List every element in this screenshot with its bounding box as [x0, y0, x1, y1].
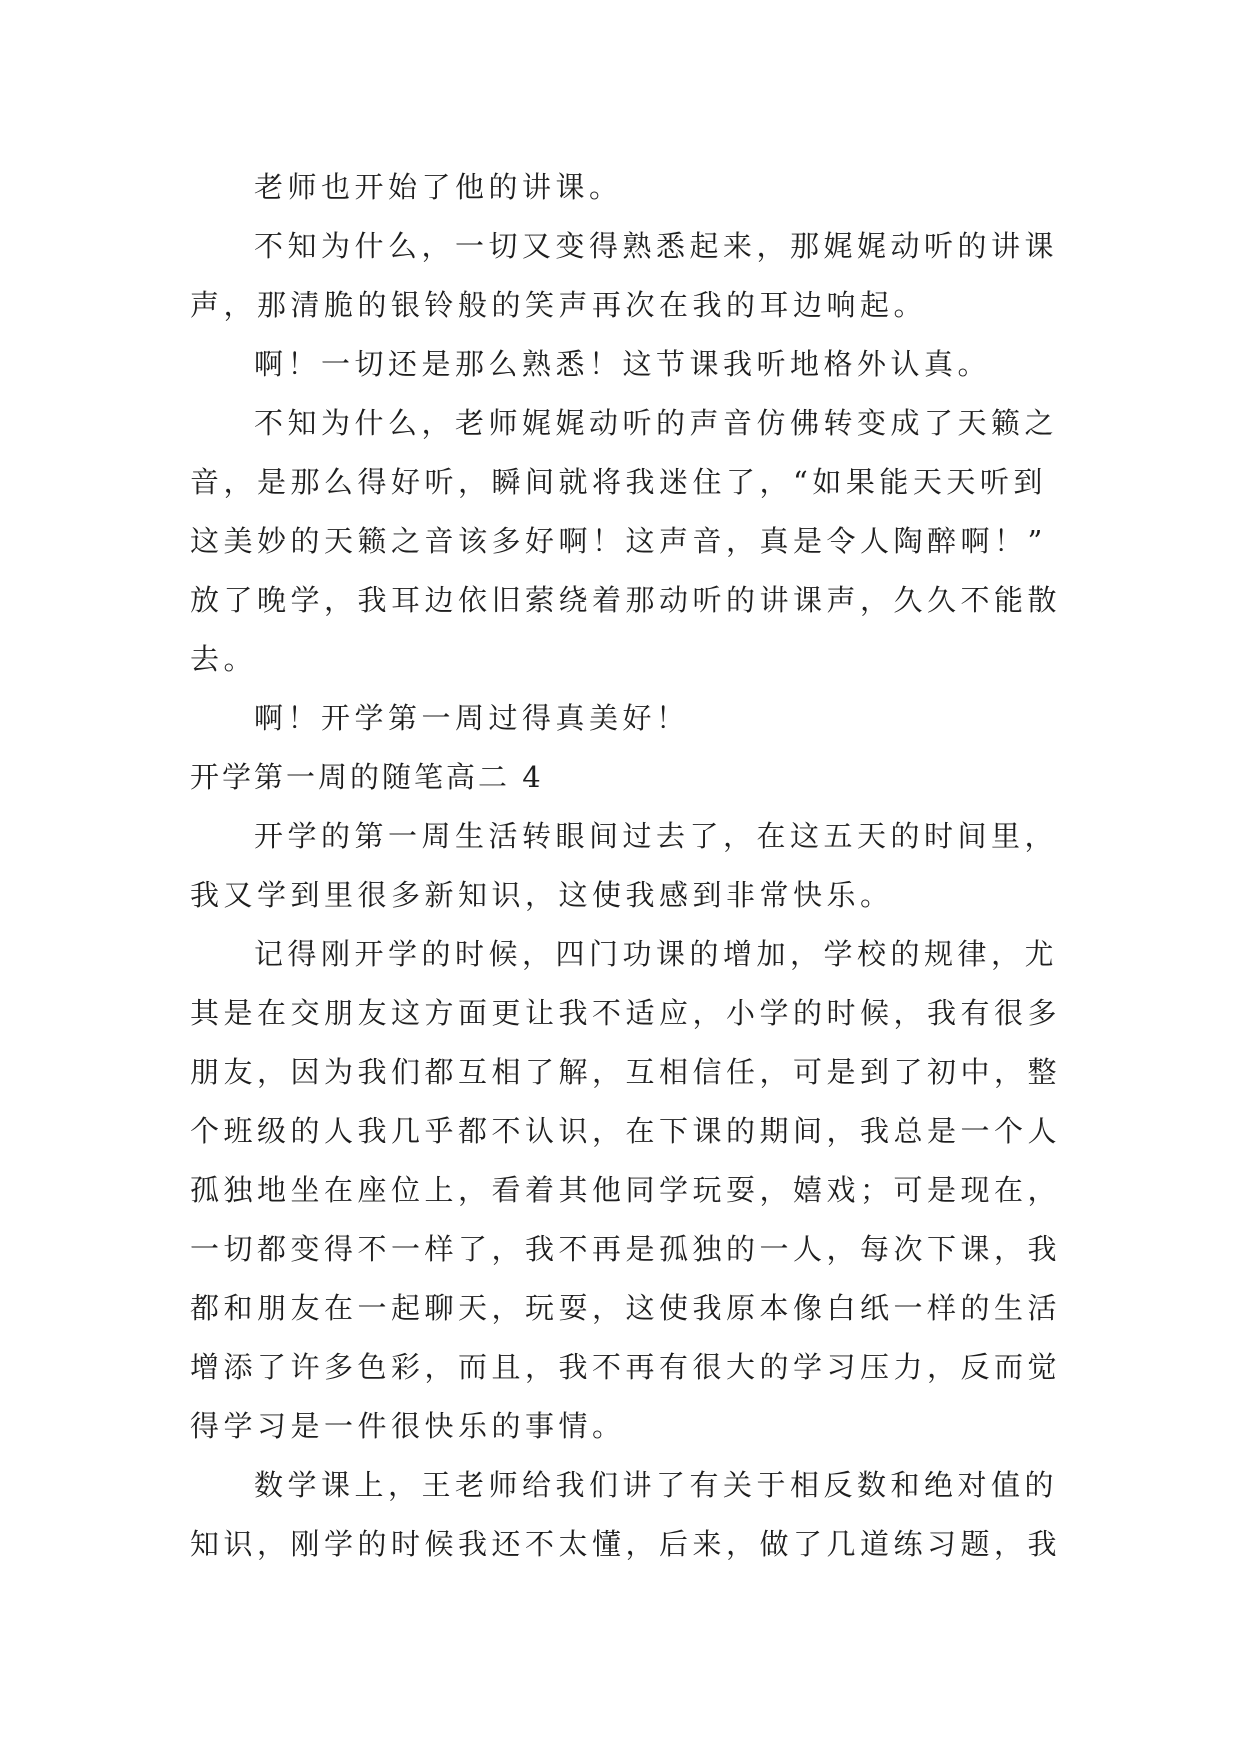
text-line: 数学课上，王老师给我们讲了有关于相反数和绝对值的	[254, 1468, 1059, 1502]
text-line: 啊！一切还是那么熟悉！这节课我听地格外认真。	[254, 347, 992, 381]
text-line: 都和朋友在一起聊天，玩耍，这使我原本像白纸一样的生活	[190, 1291, 1062, 1325]
text-line: 其是在交朋友这方面更让我不适应，小学的时候，我有很多	[190, 996, 1062, 1030]
text-line: 不知为什么，老师娓娓动听的声音仿佛转变成了天籁之	[254, 406, 1059, 440]
paragraph	[190, 335, 1056, 394]
text-line: 一切都变得不一样了，我不再是孤独的一人，每次下课，我	[190, 1232, 1062, 1266]
text-line: 这美妙的天籁之音该多好啊！这声音，真是令人陶醉啊！”	[190, 524, 1047, 558]
text-line: 老师也开始了他的讲课。	[254, 170, 623, 204]
text-line: 朋友，因为我们都互相了解，互相信任，可是到了初中，整	[190, 1055, 1062, 1089]
text-line: 不知为什么，一切又变得熟悉起来，那娓娓动听的讲课	[254, 229, 1059, 263]
text-line: 增添了许多色彩，而且，我不再有很大的学习压力，反而觉	[190, 1350, 1062, 1384]
text-line: 记得刚开学的时候，四门功课的增加，学校的规律，尤	[254, 937, 1059, 971]
paragraph	[190, 394, 1062, 689]
text-line: 放了晚学，我耳边依旧萦绕着那动听的讲课声，久久不能散	[190, 583, 1062, 617]
text-line: 音，是那么得好听，瞬间就将我迷住了，“如果能天天听到	[190, 465, 1047, 499]
paragraph	[190, 807, 1059, 925]
paragraph	[190, 158, 1056, 217]
document-body	[190, 158, 1062, 1574]
text-line: 孤独地坐在座位上，看着其他同学玩耍，嬉戏；可是现在，	[190, 1173, 1062, 1207]
text-line: 去。	[190, 642, 258, 676]
text-line: 我又学到里很多新知识，这使我感到非常快乐。	[190, 878, 894, 912]
text-line: 啊！开学第一周过得真美好！	[254, 701, 690, 735]
paragraph	[190, 925, 1062, 1456]
section-heading	[190, 748, 1056, 807]
text-line: 知识，刚学的时候我还不太懂，后来，做了几道练习题，我	[190, 1527, 1062, 1561]
text-line: 个班级的人我几乎都不认识，在下课的期间，我总是一个人	[190, 1114, 1062, 1148]
text-line: 开学第一周的随笔高二 4	[190, 760, 544, 794]
text-line: 开学的第一周生活转眼间过去了，在这五天的时间里，	[254, 819, 1059, 853]
text-line: 声，那清脆的银铃般的笑声再次在我的耳边响起。	[190, 288, 928, 322]
paragraph	[190, 689, 1056, 748]
text-line: 得学习是一件很快乐的事情。	[190, 1409, 626, 1443]
paragraph	[190, 217, 1059, 335]
paragraph	[190, 1456, 1062, 1574]
